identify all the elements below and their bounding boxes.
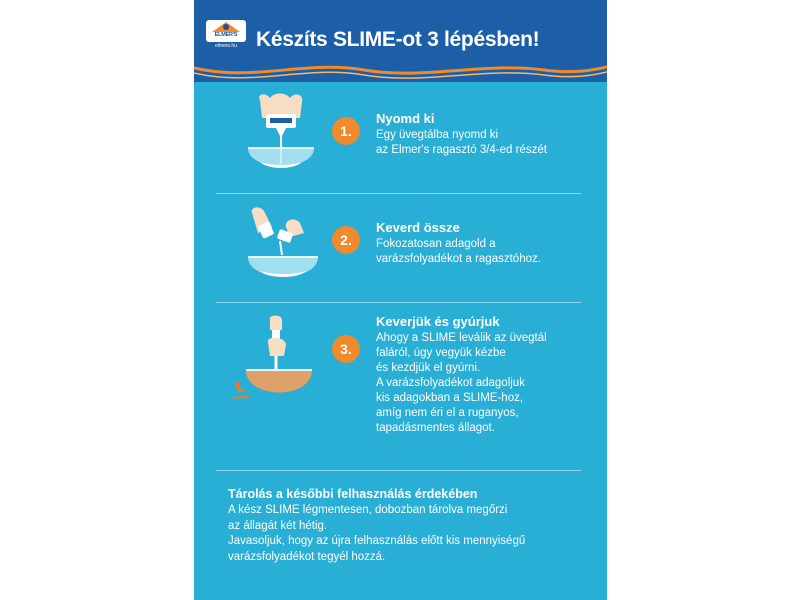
step-divider [216,193,581,194]
step-3-line: kis adagokban a SLIME-hoz, [376,392,524,404]
step-1-line: az Elmer's ragasztó 3/4-ed részét [376,144,547,156]
squeeze-glue-illustration [242,92,320,186]
storage-divider [216,470,581,471]
step-3-line: tapadásmentes állagot. [376,422,495,434]
step-2-title: Keverd össze [376,220,460,235]
logo-url: elmers.hu [215,43,237,49]
storage-line: Javasoljuk, hogy az újra felhasználás előtt kis mennyiségű [228,535,526,547]
storage-description [228,503,525,565]
page-title: Készíts SLIME-ot 3 lépésben! [256,28,540,51]
step-3-line: faláról, úgy vegyük kézbe [376,347,506,359]
step-3-description [376,331,547,436]
step-3-line: amíg nem éri el a ruganyos, [376,407,519,419]
step-3-line: és kezdjük el gyúrni. [376,362,481,374]
step-1-number: 1. [332,117,360,145]
step-3-title: Keverjük és gyúrjuk [376,314,500,329]
storage-line: az állagát két hétig. [228,519,328,532]
step-1-title: Nyomd ki [376,111,435,126]
step-2-number: 2. [332,226,360,254]
mix-illustration [242,203,326,287]
logo-badge [206,20,246,42]
step-3-line: A varázsfolyadékot adagoljuk [376,377,525,389]
instruction-poster [194,0,607,600]
storage-line: A kész SLIME légmentesen, dobozban tárolva megőrzi [228,504,508,516]
step-3-line: Ahogy a SLIME leválik az üvegtál [376,332,547,344]
logo-text: ELMER'S [214,32,238,38]
step-2-description [376,237,541,267]
step-divider [216,302,581,303]
storage-line: varázsfolyadékot tegyél hozzá. [228,550,386,563]
header-wave [194,60,607,90]
step-2-line: varázsfolyadékot a ragasztóhoz. [376,253,541,265]
step-2-line: Fokozatosan adagold a [376,238,496,250]
storage-title: Tárolás a későbbi felhasználás érdekében [228,487,478,501]
elmers-logo [206,20,246,52]
step-1-line: Egy üvegtálba nyomd ki [376,129,499,141]
step-1-description [376,128,547,158]
step-3-number: 3. [332,335,360,363]
knead-illustration [232,312,322,406]
